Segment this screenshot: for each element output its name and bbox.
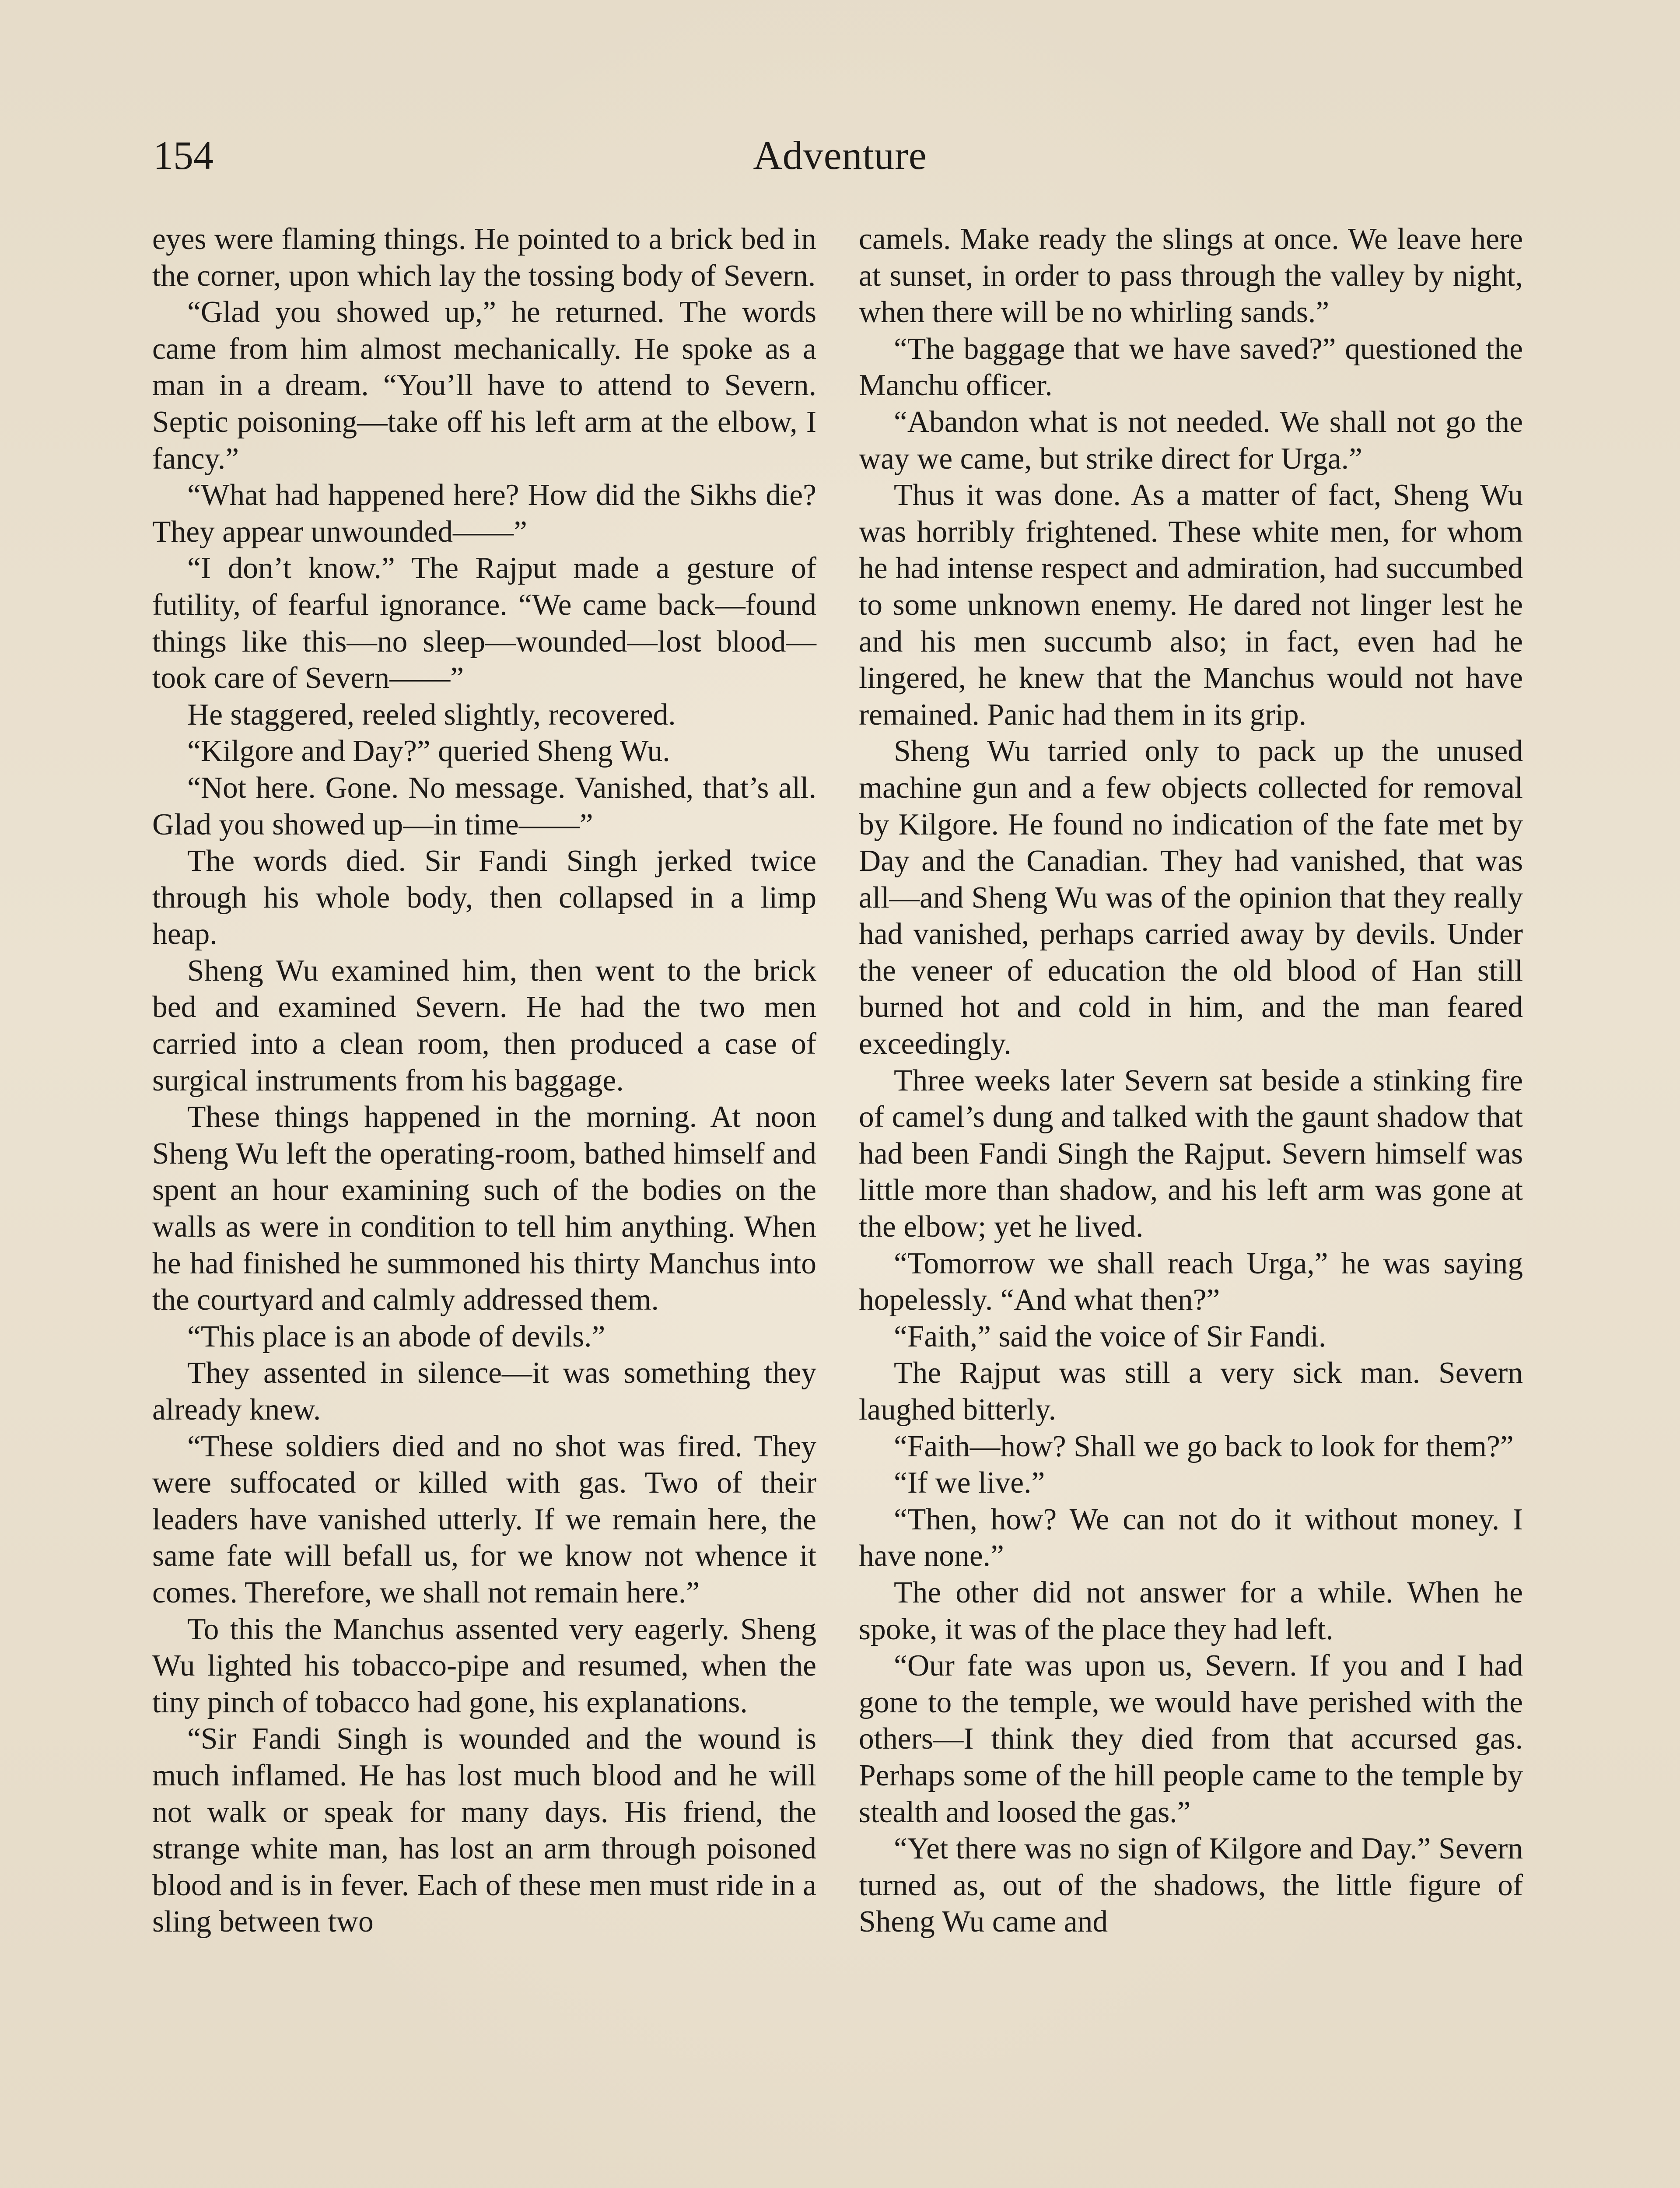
paragraph: “These soldiers died and no shot was fired. They were suffocated or killed with gas. Two of their leaders have vanished utterly. If we remain here, the same fate will befall us, for we know not whence it comes. Therefore, we shall not remain here.” (152, 1429, 816, 1609)
paragraph: “This place is an abode of devils.” (187, 1319, 606, 1353)
paragraph: Sheng Wu examined him, then went to the brick bed and examined Severn. He had the two men carried into a clean room, then produced a case of surgical instruments from his baggage. (152, 954, 816, 1098)
paragraph: The other did not answer for a while. When he spoke, it was of the place they had left. (859, 1575, 1523, 1646)
paragraph: These things happened in the morning. At noon Sheng Wu left the operating-room, bathed himself and spent an hour examining such of the bodies on the walls as were in condition to tell him anything. When he had finished he summoned his thirty Manchus into the courtyard and calmly addressed them. (152, 1100, 816, 1317)
paragraph: To this the Manchus assented very eagerly. Sheng Wu lighted his tobacco-pipe and resumed, when the tiny pinch of tobacco had gone, his explanations. (152, 1612, 816, 1719)
paragraph: He staggered, reeled slightly, recovered. (187, 698, 676, 732)
paragraph: “The baggage that we have saved?” questioned the Manchu officer. (859, 332, 1523, 403)
paragraph: “Kilgore and Day?” queried Sheng Wu. (187, 734, 670, 768)
paragraph: The Rajput was still a very sick man. Severn laughed bitterly. (859, 1356, 1523, 1427)
paragraph: “I don’t know.” The Rajput made a gesture of futility, of fearful ignorance. “We came back—found things like this—no sleep—wounded—lost blood—took care of Severn——” (152, 551, 816, 695)
paragraph: “Yet there was no sign of Kilgore and Day.” Severn turned as, out of the shadows, the little figure of Sheng Wu came and (859, 1832, 1523, 1939)
paragraph: “What had happened here? How did the Sikhs die? They appear unwounded——” (152, 478, 816, 549)
paragraph: eyes were flaming things. He pointed to a brick bed in the corner, upon which lay the tossing body of Severn. (152, 222, 816, 293)
paragraph: Three weeks later Severn sat beside a stinking fire of camel’s dung and talked with the gaunt shadow that had been Fandi Singh the Rajput. Severn himself was little more than shadow, and his left arm was gone at the elbow; yet he lived. (859, 1063, 1523, 1244)
running-title: Adventure (753, 133, 927, 178)
paragraph: “Tomorrow we shall reach Urga,” he was saying hopelessly. “And what then?” (859, 1246, 1523, 1317)
paragraph: “Not here. Gone. No message. Vanished, that’s all. Glad you showed up—in time——” (152, 771, 816, 842)
paragraph: Thus it was done. As a matter of fact, Sheng Wu was horribly frightened. These white men, for whom he had intense respect and admiration, had succumbed to some unknown enemy. He dared not linger lest he and his men succumb also; in fact, even had he lingered, he knew that the Manchus would not have remained. Panic had them in its grip. (859, 478, 1523, 732)
paragraph: “Sir Fandi Singh is wounded and the wound is much inflamed. He has lost much blood and he will not walk or speak for many days. His friend, the strange white man, has lost an arm through poisoned blood and is in fever. Each of these men must ride in a sling between two (152, 1722, 816, 1939)
paragraph: “Faith,” said the voice of Sir Fandi. (894, 1319, 1326, 1353)
paragraph: They assented in silence—it was something they already knew. (152, 1356, 816, 1427)
page-number: 154 (153, 133, 214, 178)
paragraph: “If we live.” (894, 1466, 1045, 1500)
paragraph: The words died. Sir Fandi Singh jerked twice through his whole body, then collapsed in a limp heap. (152, 844, 816, 951)
paragraph: camels. Make ready the slings at once. We leave here at sunset, in order to pass through the valley by night, when there will be no whirling sands.” (859, 222, 1523, 330)
paragraph: “Glad you showed up,” he returned. The words came from him almost mechanically. He spoke as a man in a dream. “You’ll have to attend to Severn. Septic poisoning—take off his left arm at the elbow, I fancy.” (152, 295, 816, 476)
paragraph: “Faith—how? Shall we go back to look for them?” (894, 1429, 1514, 1463)
paragraph: “Abandon what is not needed. We shall not go the way we came, but strike direct for Urga.” (859, 405, 1523, 476)
right-text-column (859, 221, 1523, 1940)
paragraph: “Our fate was upon us, Severn. If you and I had gone to the temple, we would have perished with the others—I think they died from that accursed gas. Perhaps some of the hill people came to the temple by stealth and loosed the gas.” (859, 1649, 1523, 1829)
paragraph: Sheng Wu tarried only to pack up the unused machine gun and a few objects collected for removal by Kilgore. He found no indication of the fate met by Day and the Canadian. They had vanished, that was all—and Sheng Wu was of the opinion that they really had vanished, perhaps carried away by devils. Under the veneer of education the old blood of Han still burned hot and cold in him, and the man feared exceedingly. (859, 734, 1523, 1061)
running-header (153, 127, 1527, 184)
left-text-column (152, 221, 816, 1940)
paragraph: “Then, how? We can not do it without money. I have none.” (859, 1502, 1523, 1573)
